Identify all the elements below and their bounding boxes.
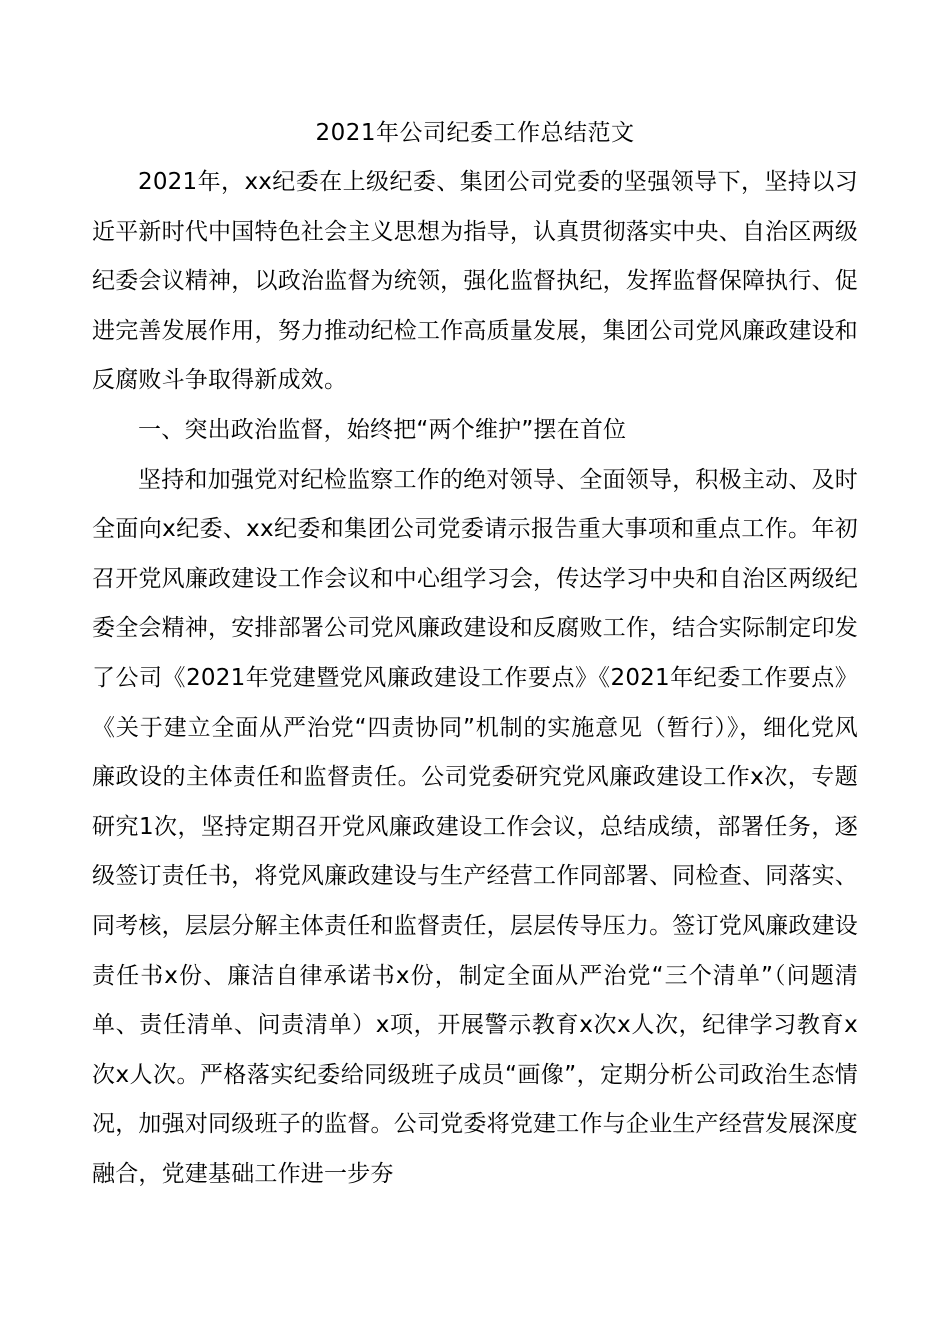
- section-heading-1: 一、突出政治监督，始终把“两个维护”摆在首位: [138, 416, 627, 443]
- document-title: 2021年公司纪委工作总结范文: [315, 120, 635, 146]
- paragraph-intro: 2021年，xx纪委在上级纪委、集团公司党委的坚强领导下，坚持以习近平新时代中国特色社会主义思想为指导，认真贯彻落实中央、自治区两级纪委会议精神，以政治监督为统领，强化监督执纪，发挥监督保障执行、促进完善发展作用，努力推动纪检工作高质量发展，集团公司党风廉政建设和反腐败斗争取得新成效。: [92, 169, 858, 394]
- paragraph-section-1: 坚持和加强党对纪检监察工作的绝对领导、全面领导，积极主动、及时全面向x纪委、xx纪委和集团公司党委请示报告重大事项和重点工作。年初召开党风廉政建设工作会议和中心组学习会，传达学习中央和自治区两级纪委全会精神，安排部署公司党风廉政建设和反腐败工作，结合实际制定印发了公司《2021年党建暨党风廉政建设工作要点》《2021年纪委工作要点》《关于建立全面从严治党“四责协同”机制的实施意见（暂行）》，细化党风廉政设的主体责任和监督责任。公司党委研究党风廉政建设工作x次，专题研究1次，坚持定期召开党风廉政建设工作会议，总结成绩，部署任务，逐级签订责任书，将党风廉政建设与生产经营工作同部署、同检查、同落实、同考核，层层分解主体责任和监督责任，层层传导压力。签订党风廉政建设责任书x份、廉洁自律承诺书x份，制定全面从严治党“三个清单”（问题清单、责任清单、问责清单）x项，开展警示教育x次x人次，纪律学习教育x次x人次。严格落实纪委给同级班子成员“画像”，定期分析公司政治生态情况，加强对同级班子的监督。公司党委将党建工作与企业生产经营发展深度融合，党建基础工作进一步夯: [92, 466, 858, 1187]
